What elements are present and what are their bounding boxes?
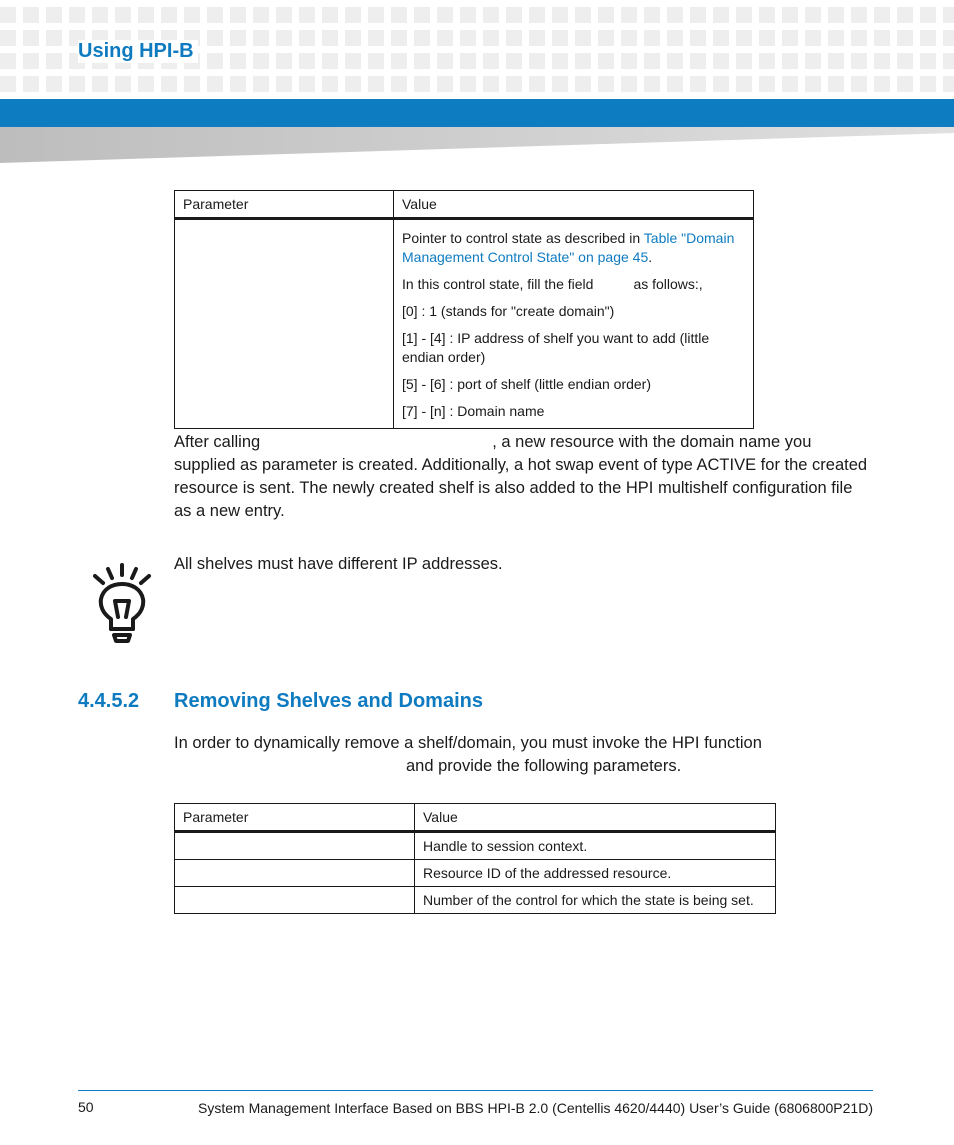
list-item: [7] - [n] : Domain name <box>402 403 545 419</box>
table-row <box>175 887 776 914</box>
value-cell: Number of the control for which the state is being set. <box>415 887 776 914</box>
parameter-cell <box>175 219 394 429</box>
list-item: [5] - [6] : port of shelf (little endian order) <box>402 376 652 392</box>
value-cell: Resource ID of the addressed resource. <box>415 860 776 887</box>
body-paragraph: After calling , a new resource with the domain name you supplied as parameter is created. Additionally, a hot swap event of type ACTIVE for the created resource is sent. The newly created shelf is also added to the HPI multishelf configuration file as a new entry. <box>174 433 868 520</box>
value-cell <box>394 219 754 429</box>
parameter-cell <box>175 832 415 860</box>
value-description: Pointer to control state as described in Table "Domain Management Control State" on page 45. <box>402 230 735 265</box>
table-row <box>175 832 776 860</box>
list-item: [0] : 1 (stands for "create domain") <box>402 303 615 319</box>
parameter-cell <box>175 887 415 914</box>
header-grey-wedge <box>0 127 954 163</box>
fill-instruction: In this control state, fill the field as follows:, <box>402 276 703 292</box>
parameter-cell <box>175 860 415 887</box>
column-header-value: Value <box>394 191 754 219</box>
create-domain-parameter-table <box>174 190 754 429</box>
value-cell: Handle to session context. <box>415 832 776 860</box>
table-header-row <box>175 804 776 832</box>
table-header-row <box>175 191 754 219</box>
table-reference-link[interactable]: Table "Domain Management Control State" on page 45 <box>402 230 735 265</box>
lightbulb-icon <box>88 563 156 647</box>
section-title: Removing Shelves and Domains <box>174 690 483 712</box>
footer-document-title: System Management Interface Based on BBS HPI-B 2.0 (Centellis 4620/4440) User’s Guide (6806800P21D) <box>198 1100 873 1116</box>
section-heading <box>78 690 483 713</box>
section-number: 4.4.5.2 <box>78 690 140 712</box>
header-blue-bar <box>0 99 954 127</box>
body-paragraph: In order to dynamically remove a shelf/domain, you must invoke the HPI function and provide the following parameters. <box>174 734 762 775</box>
footer-rule <box>78 1090 873 1091</box>
table-row <box>175 860 776 887</box>
chapter-title: Using HPI-B <box>78 40 198 63</box>
page-number: 50 <box>78 1099 94 1115</box>
column-header-parameter: Parameter <box>175 191 394 219</box>
column-header-value: Value <box>415 804 776 832</box>
remove-domain-parameter-table <box>174 803 776 914</box>
list-item: [1] - [4] : IP address of shelf you want to add (little endian order) <box>402 330 710 365</box>
note-text: All shelves must have different IP addresses. <box>174 555 503 573</box>
column-header-parameter: Parameter <box>175 804 415 832</box>
table-row <box>175 219 754 429</box>
